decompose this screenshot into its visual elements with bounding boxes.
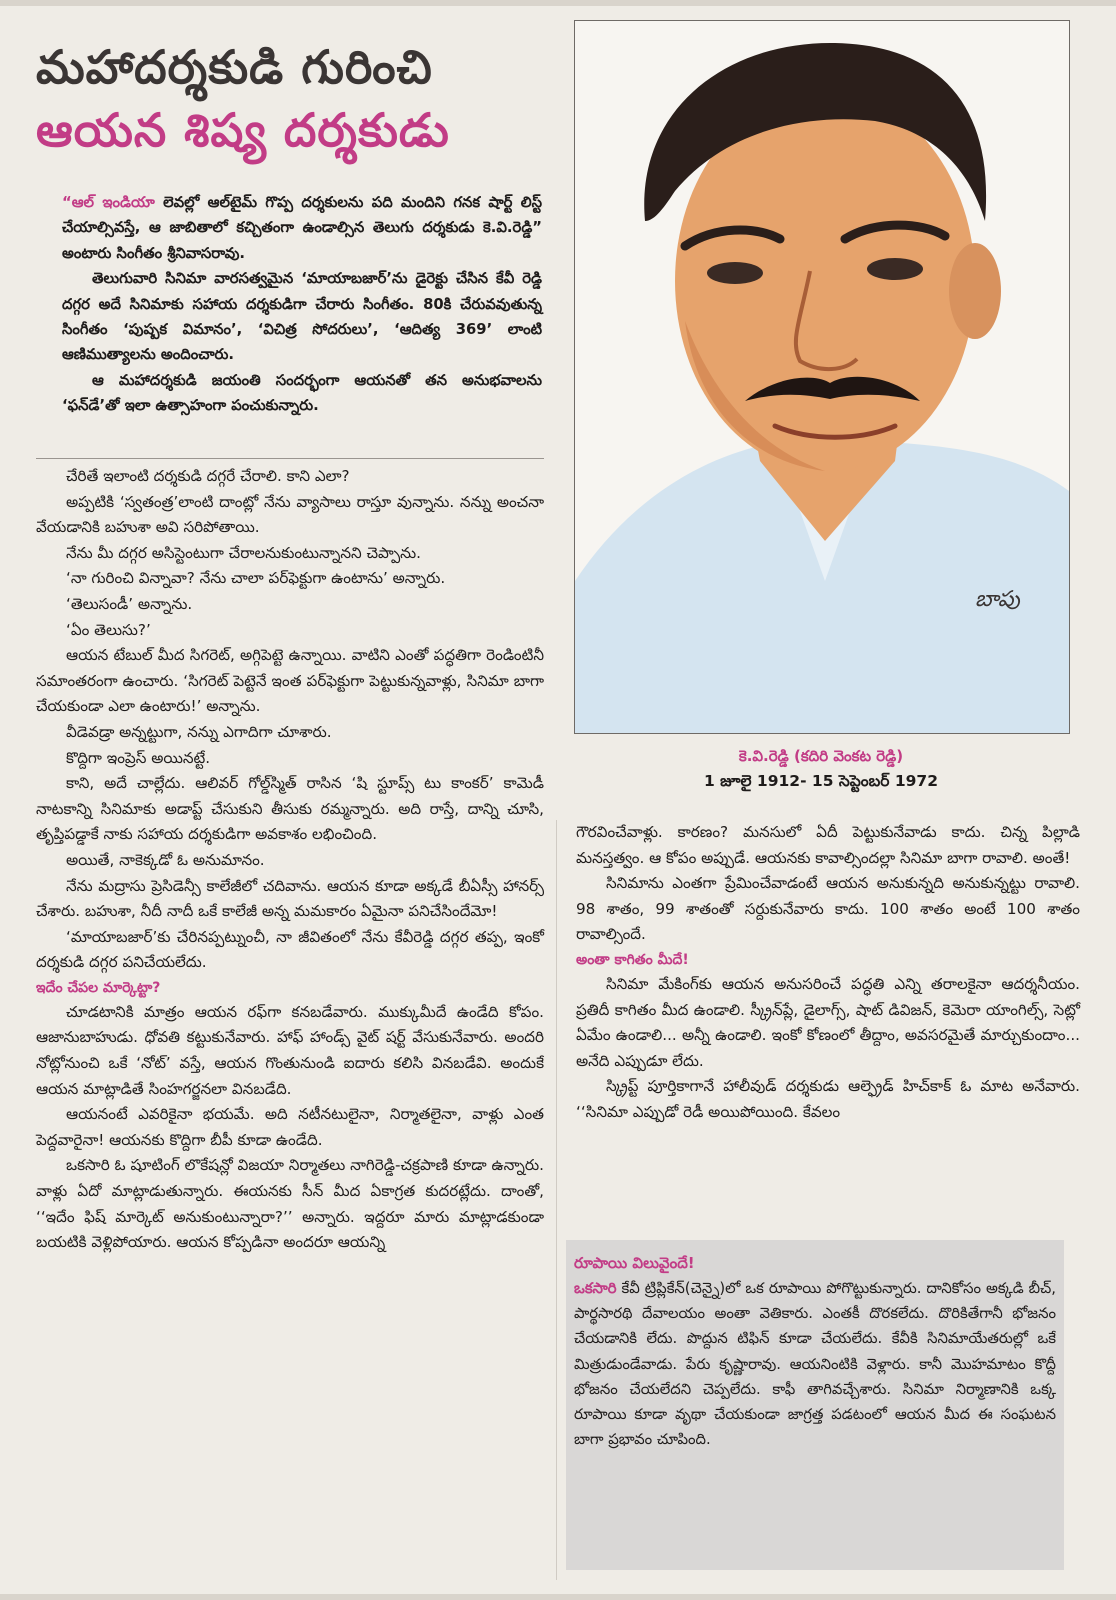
body-paragraph: సినిమాను ఎంతగా ప్రేమించేవాడంటే ఆయన అనుకున్నది అనుకున్నట్టు రావాలి. 98 శాతం, 99 శాతంతో సర్దుకునేవారు కాదు. 100 శాతం అంటే 100 శాతం రావాల్సిందే. — [576, 874, 1080, 944]
body-paragraph: అయితే, నాకెక్కడో ఓ అనుమానం. — [66, 850, 265, 869]
page-edge-bottom — [0, 1594, 1116, 1600]
body-paragraph: చేరితే ఇలాంటి దర్శకుడి దగ్గరే చేరాలి. కాని ఎలా? — [66, 467, 350, 485]
caption-name: కె.వి.రెడ్డి (కదిరి వెంకట రెడ్డి) — [738, 747, 904, 765]
body-paragraph: ఆయనంటే ఎవరికైనా భయమే. అది నటీనటులైనా, నిర్మాతలైనా, వాళ్లు ఎంత పెద్దవారైనా! ఆయనకు కొద్దిగా బీపీ కూడా ఉండేది. — [36, 1105, 544, 1149]
box-text — [574, 1276, 1056, 1452]
artist-signature: బాపు — [975, 587, 1020, 612]
body-paragraph: నేను మద్రాసు ప్రెసిడెన్సీ కాలేజీలో చదివాను. ఆయన కూడా అక్కడే బీఏస్సీ హానర్స్ చేశారు. బహుశా, నీదీ నాదీ ఒకే కాలేజీ అన్న మమకారం ఏమైనా పనిచేసిందేమో! — [36, 876, 544, 921]
body-paragraph: నేను మీ దగ్గర అసిస్టెంటుగా చేరాలనుకుంటున్నానని చెప్పాను. — [66, 543, 421, 562]
intro-paragraph-2: తెలుగువారి సినిమా వారసత్వమైన ‘మాయాబజార్’ను డైరెక్టు చేసిన కేవీ రెడ్డి దగ్గర అదే సినిమాకు సహాయ దర్శకుడిగా చేరారు సింగీతం. 80కి చేరువవుతున్న సింగీతం ‘పుష్పక విమానం’, ‘విచిత్ర సోదరులు’, ‘ఆదిత్య 369’ లాంటి ఆణిముత్యాలను అందించారు. — [62, 270, 542, 364]
headline-line-1: మహాదర్శకుడి గురించి — [36, 40, 433, 94]
intro-quote-open: “ఆల్ ఇండియా — [62, 194, 155, 211]
body-paragraph: కాని, అదే చాల్లేదు. ఆలివర్ గోల్డ్‌స్మిత్ రాసిన ‘షి స్టూప్స్ టు కాంకర్’ కామెడీ నాటకాన్ని సినిమాకు అడాప్ట్ చేసుకుని తీసుకు రమ్మన్నారు. అది రాస్తే, దాన్ని చూసి, తృప్తిపడ్డాకే నాకు సహాయ దర్శకుడిగా అవకాశం లభించింది. — [36, 774, 544, 844]
rupee-anecdote-box — [566, 1240, 1064, 1570]
body-paragraph: ‘మాయాబజార్’కు చేరినప్పట్నుంచీ, నా జీవితంలో నేను కేవీరెడ్డి దగ్గర తప్ప, ఇంకో దర్శకుడి దగ్గర పనిచేయలేదు. — [36, 927, 544, 972]
box-body: కేవీ ట్రిప్లికేన్(చెన్నై)లో ఒక రూపాయి పోగొట్టుకున్నారు. దానికోసం అక్కడి బీచ్, పార్థసారథి దేవాలయం అంతా వెతికారు. ఎంతకీ దొరకలేదు. దొరికితేగానీ భోజనం చేయడానికి లేదు. పొద్దున టిఫిన్ కూడా చేయలేదు. కేవీకి సినిమాయేతరుల్లో ఒకే మిత్రుడుండేవాడు. పేరు కృష్ణారావు. ఆయనింటికి వెళ్లారు. కానీ మొహమాటం కొద్దీ భోజనం చేయలేదని చెప్పలేదు. కాఫీ తాగివచ్చేశారు. సినిమా నిర్మాణానికి ఒక్క రూపాయి కూడా వృథా చేయకుండా జాగ్రత్త పడటంలో ఆయన మీద ఈ సంఘటన బాగా ప్రభావం చూపింది. — [574, 1280, 1056, 1449]
portrait-caption — [574, 744, 1068, 794]
body-paragraph: ‘నా గురించి విన్నావా? నేను చాలా పర్‌ఫెక్టుగా ఉంటాను’ అన్నారు. — [66, 569, 446, 588]
intro-paragraph-1 — [62, 190, 542, 266]
intro-block — [62, 190, 542, 419]
body-paragraph: ‘తెలుసండీ’ అన్నాను. — [66, 594, 193, 613]
headline-line-2: ఆయన శిష్య దర్శకుడు — [36, 103, 450, 157]
column-divider — [556, 820, 557, 1580]
left-column — [36, 464, 544, 1256]
right-eye — [867, 258, 923, 280]
body-paragraph: ‘ఏం తెలుసు?’ — [66, 620, 151, 639]
box-lead-word: ఒకసారి — [574, 1280, 617, 1297]
body-paragraph: స్క్రిప్ట్ పూర్తికాగానే హాలీవుడ్ దర్శకుడు ఆల్ఫ్రెడ్ హిచ్‌కాక్ ఓ మాట అనేవారు. ‘‘సినిమా ఎప్పుడో రెడీ అయిపోయింది. కేవలం — [576, 1077, 1080, 1121]
headline — [36, 36, 556, 162]
intro-divider — [36, 458, 544, 459]
intro-paragraph-3: ఆ మహాదర్శకుడి జయంతి సందర్భంగా ఆయనతో తన అనుభవాలను ‘ఫన్‌డే’తో ఇలా ఉత్సాహంగా పంచుకున్నారు. — [62, 371, 542, 415]
body-paragraph: అప్పటికి ‘స్వతంత్ర’లాంటి దాంట్లో నేను వ్యాసాలు రాస్తూ వున్నాను. నన్ను అంచనా వేయడానికి బహుశా అవి సరిపోతాయి. — [36, 492, 544, 537]
portrait-frame — [574, 20, 1070, 734]
subhead-on-paper: అంతా కాగితం మీదే! — [576, 951, 689, 968]
body-paragraph: గౌరవించేవాళ్లు. కారణం? మనసులో ఏదీ పెట్టుకునేవాడు కాదు. చిన్న పిల్లాడి మనస్తత్వం. ఆ కోపం అప్పుడే. ఆయనకు కావాల్సిందల్లా సినిమా బాగా రావాలి. అంతే! — [576, 823, 1080, 867]
caption-dates: 1 జూలై 1912- 15 సెప్టెంబర్ 1972 — [704, 772, 938, 790]
right-column — [576, 820, 1080, 1126]
intro-text: లెవల్లో ఆల్‌టైమ్ గొప్ప దర్శకులను పది మందిని గనక షార్ట్ లిస్ట్ చేయాల్సివస్తే, ఆ జాబితాలో కచ్చితంగా ఉండాల్సిన తెలుగు దర్శకుడు కె.వి.రెడ్డి” అంటారు సింగీతం శ్రీనివాసరావు. — [62, 194, 542, 262]
page-edge-top — [0, 0, 1116, 6]
body-paragraph: కొద్దిగా ఇంప్రెస్ అయినట్టే. — [66, 748, 211, 767]
body-paragraph: ఒకసారి ఓ షూటింగ్ లొకేషన్లో విజయా నిర్మాతలు నాగిరెడ్డి-చక్రపాణి కూడా ఉన్నారు. వాళ్లు ఏదో మాట్లాడుతున్నారు. ఈయనకు సీన్ మీద ఏకాగ్రత కుదరట్లేదు. దాంతో, ‘‘ఇదేం ఫిష్ మార్కెట్ అనుకుంటున్నారా?’’ అన్నారు. ఇద్దరూ మారు మాట్లాడకుండా బయటికి వెళ్లిపోయారు. ఆయన కోప్పడినా అందరూ ఆయన్ని — [36, 1156, 544, 1252]
box-title: రూపాయి విలువైందే! — [574, 1254, 695, 1272]
portrait-illustration — [575, 21, 1069, 733]
ear-shape — [949, 243, 1001, 339]
left-eye — [707, 262, 763, 284]
body-paragraph: ఆయన టేబుల్ మీద సిగరెట్, అగ్గిపెట్టె ఉన్నాయి. వాటిని ఎంతో పద్ధతిగా రెండింటినీ సమాంతరంగా ఉంచారు. ‘సిగరెట్ పెట్టెనే ఇంత పర్‌ఫెక్టుగా పెట్టుకున్నవాళ్లు, సినిమా బాగా చేయకుండా ఎలా ఉంటారు!’ అన్నాను. — [36, 646, 544, 716]
body-paragraph: వీడెవడ్రా అన్నట్టుగా, నన్ను ఎగాదిగా చూశారు. — [66, 722, 332, 741]
subhead-fish-market: ఇదేం చేపల మార్కెట్టా? — [36, 979, 161, 996]
body-paragraph: చూడటానికి మాత్రం ఆయన రఫ్‌గా కనబడేవారు. ముక్కుమీదే ఉండేది కోపం. ఆజానుబాహుడు. ధోవతి కట్టుకునేవారు. హాఫ్ హాండ్స్ వైట్ షర్ట్ వేసుకునేవారు. అందరి నోట్లోనుంచి ఒకే ‘నోట్’ వస్తే, ఆయన గొంతునుండి ఐదారు కలిసి వినబడేవి. అందుకే ఆయన మాట్లాడితే సింహగర్జనలా వినబడేది. — [36, 1002, 544, 1098]
body-paragraph: సినిమా మేకింగ్‌కు ఆయన అనుసరించే పద్ధతి ఎన్ని తరాలకైనా ఆదర్శనీయం. ప్రతిదీ కాగితం మీద ఉండాలి. స్క్రీన్‌ప్లే, డైలాగ్స్, షాట్ డివిజన్, కెమెరా యాంగిల్స్, సెట్లో ఏమేం ఉండాలి... అన్నీ ఉండాలి. ఇంకో కోణంలో తీద్దాం, అవసరమైతే మార్చుకుందాం... అనేది ఎప్పుడూ లేదు. — [576, 974, 1080, 1070]
